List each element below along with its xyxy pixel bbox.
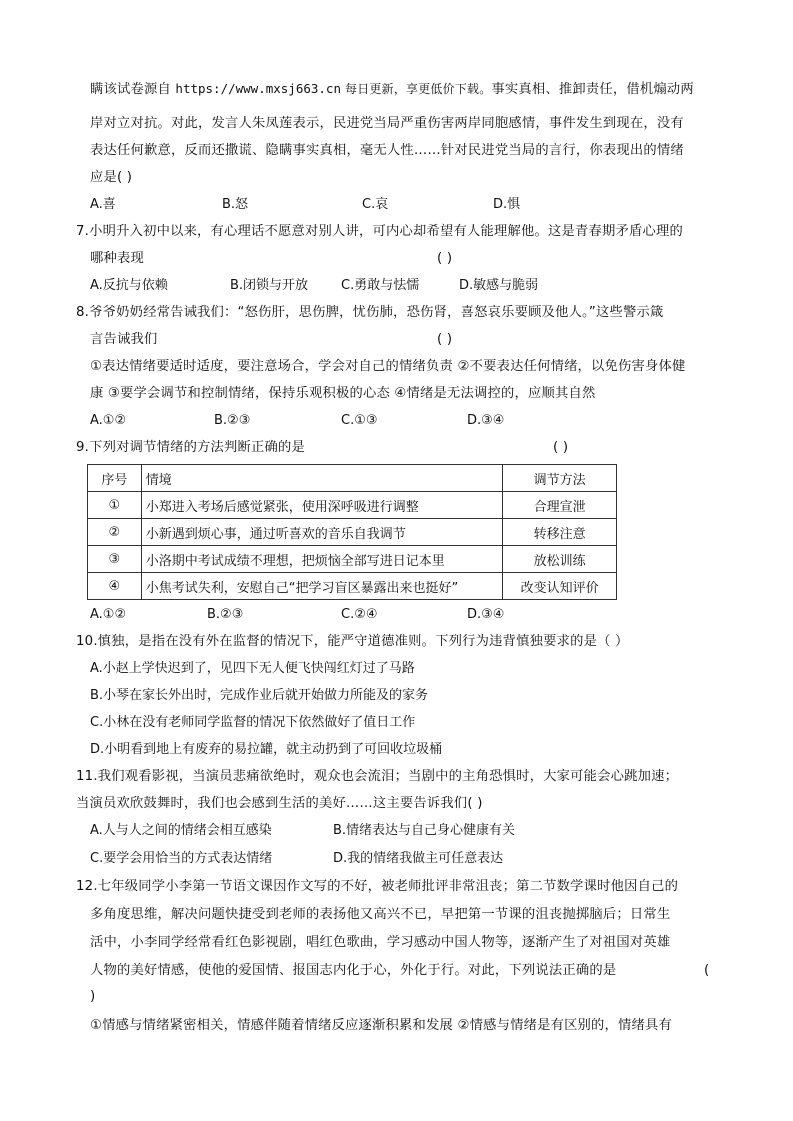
method-table bbox=[87, 464, 617, 600]
q10-option-c[interactable]: C.小林在没有老师同学监督的情况下依然做好了值日工作 bbox=[90, 715, 416, 730]
source-note: 每日更新，享更低价下载。 bbox=[341, 82, 492, 96]
q7-line-1: 7.小明升入初中以来，有心理话不愿意对别人讲，可内心却希望有人能理解他。这是青春期矛盾心理的 bbox=[76, 224, 683, 239]
q8-option-b[interactable]: B.②③ bbox=[214, 413, 251, 428]
table-cell-number: ② bbox=[88, 519, 142, 546]
q7-line-2: 哪种表现 bbox=[90, 251, 144, 266]
q8-line-1: 8.爷爷奶奶经常告诫我们：“怒伤肝，思伤脾，忧伤肺，恐伤肾，喜怒哀乐要顾及他人。”这些警示箴 bbox=[76, 305, 664, 320]
q6-option-c[interactable]: C.哀 bbox=[362, 197, 389, 212]
source-rest: 事实真相、推卸责任，借机煽动两 bbox=[491, 82, 694, 97]
q8-option-d[interactable]: D.③④ bbox=[467, 413, 505, 428]
q6-option-a[interactable]: A.喜 bbox=[90, 197, 116, 212]
q9-option-a[interactable]: A.①② bbox=[90, 607, 127, 622]
q10-option-a[interactable]: A.小赵上学快迟到了，见四下无人便飞快闯红灯过了马路 bbox=[90, 661, 415, 676]
q7-option-d[interactable]: D.敏感与脆弱 bbox=[459, 278, 539, 293]
q6-line-3: 应是( ) bbox=[90, 170, 133, 185]
q11-line-1: 11.我们观看影视，当演员悲痛欲绝时，观众也会流泪；当剧中的主角恐惧时，大家可能会心跳加速； bbox=[76, 769, 679, 784]
table-header-cell: 情境 bbox=[141, 465, 503, 492]
q12-paren-close: ) bbox=[90, 989, 96, 1004]
q9-answer-paren: ( ) bbox=[553, 440, 569, 455]
q6-option-d[interactable]: D.惧 bbox=[493, 197, 521, 212]
q7-option-a[interactable]: A.反抗与依赖 bbox=[90, 278, 168, 293]
q6-line-1: 岸对立对抗。对此，发言人朱凤莲表示，民进党当局严重伤害两岸同胞感情，事件发生到现在，没有 bbox=[90, 116, 684, 131]
table-cell-situation: 小焦考试失利，安慰自己“把学习盲区暴露出来也挺好” bbox=[141, 573, 503, 600]
table-cell-method: 合理宣泄 bbox=[503, 492, 617, 519]
q9-option-c[interactable]: C.②④ bbox=[341, 607, 378, 622]
source-url[interactable]: https://www.mxsj663.cn bbox=[175, 81, 341, 96]
table-header-cell: 调节方法 bbox=[503, 465, 617, 492]
source-line bbox=[90, 79, 694, 100]
table-row bbox=[88, 519, 617, 546]
q12-line-1: 12.七年级同学小李第一节语文课因作文写的不好，被老师批评非常沮丧；第二节数学课时他因自己的 bbox=[76, 879, 679, 894]
q8-line-2: 言告诫我们 bbox=[90, 332, 158, 347]
q12-paren-open: ( bbox=[704, 963, 710, 978]
q8-statement-2: 康 ③要学会调节和控制情绪，保持乐观积极的心态 ④情绪是无法调控的，应顺其自然 bbox=[90, 386, 596, 401]
q12-statement-1: ①情感与情绪紧密相关，情感伴随着情绪反应逐渐积累和发展 ②情感与情绪是有区别的，情绪具有 bbox=[90, 1018, 673, 1033]
q11-option-d[interactable]: D.我的情绪我做主可任意表达 bbox=[333, 851, 504, 866]
q9-stem: 9.下列对调节情绪的方法判断正确的是 bbox=[76, 440, 306, 455]
q7-option-c[interactable]: C.勇敢与怯懦 bbox=[341, 278, 420, 293]
q12-line-4: 人物的美好情感，使他的爱国情、报国志内化于心，外化于行。对此，下列说法正确的是 bbox=[90, 963, 617, 978]
table-row bbox=[88, 573, 617, 600]
q12-line-2: 多角度思维，解决问题快捷受到老师的表扬他又高兴不已，早把第一节课的沮丧抛掷脑后；日常生 bbox=[90, 907, 671, 922]
table-cell-number: ③ bbox=[88, 546, 142, 573]
table-cell-situation: 小新遇到烦心事，通过听喜欢的音乐自我调节 bbox=[141, 519, 503, 546]
q8-statement-1: ①表达情绪要适时适度，要注意场合，学会对自己的情绪负责 ②不要表达任何情绪，以免伤害身体健 bbox=[90, 359, 686, 374]
q8-option-c[interactable]: C.①③ bbox=[341, 413, 378, 428]
table-header-cell: 序号 bbox=[88, 465, 142, 492]
q12-line-3: 活中，小李同学经常看红色影视剧，唱红色歌曲，学习感动中国人物等，逐渐产生了对祖国对英雄 bbox=[90, 935, 671, 950]
table-row bbox=[88, 546, 617, 573]
q10-stem: 10.慎独，是指在没有外在监督的情况下，能严守道德准则。下列行为违背慎独要求的是（ ） bbox=[76, 634, 629, 649]
q7-option-b[interactable]: B.闭锁与开放 bbox=[230, 278, 309, 293]
q7-answer-paren: ( ) bbox=[437, 251, 453, 266]
table-cell-number: ① bbox=[88, 492, 142, 519]
table-row bbox=[88, 492, 617, 519]
q11-option-a[interactable]: A.人与人之间的情绪会相互感染 bbox=[90, 823, 272, 838]
q6-option-b[interactable]: B.怒 bbox=[222, 197, 249, 212]
table-cell-situation: 小郑进入考场后感觉紧张，使用深呼吸进行调整 bbox=[141, 492, 503, 519]
table-cell-number: ④ bbox=[88, 573, 142, 600]
q8-answer-paren: ( ) bbox=[437, 332, 453, 347]
q11-option-b[interactable]: B.情绪表达与自己身心健康有关 bbox=[333, 823, 516, 838]
q10-option-b[interactable]: B.小琴在家长外出时，完成作业后就开始做力所能及的家务 bbox=[90, 688, 429, 703]
q10-option-d[interactable]: D.小明看到地上有废弃的易拉罐，就主动扔到了可回收垃圾桶 bbox=[90, 742, 443, 757]
q8-option-a[interactable]: A.①② bbox=[90, 413, 127, 428]
q6-line-2: 表达任何歉意，反而还撒谎、隐瞒事实真相，毫无人性……针对民进党当局的言行，你表现出的情绪 bbox=[90, 143, 684, 158]
q11-line-2: 当演员欢欣鼓舞时，我们也会感到生活的美好……这主要告诉我们( ) bbox=[76, 796, 483, 811]
table-cell-method: 放松训练 bbox=[503, 546, 617, 573]
source-prefix: 瞒该试卷源自 bbox=[90, 82, 176, 97]
q11-option-c[interactable]: C.要学会用恰当的方式表达情绪 bbox=[90, 851, 273, 866]
table-cell-situation: 小洛期中考试成绩不理想，把烦恼全部写进日记本里 bbox=[141, 546, 503, 573]
table-cell-method: 转移注意 bbox=[503, 519, 617, 546]
q9-option-b[interactable]: B.②③ bbox=[207, 607, 244, 622]
table-cell-method: 改变认知评价 bbox=[503, 573, 617, 600]
table-header-row bbox=[88, 465, 617, 492]
q9-option-d[interactable]: D.③④ bbox=[467, 607, 505, 622]
